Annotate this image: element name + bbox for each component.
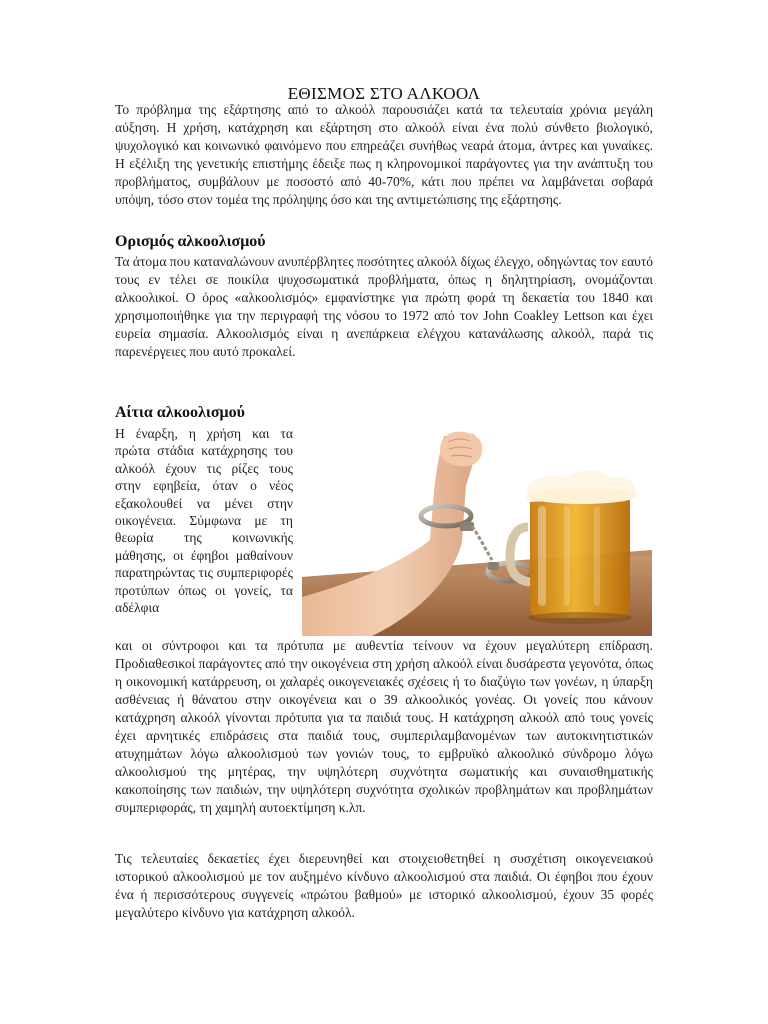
causes-paragraph-continued: και οι σύντροφοι και τα πρότυπα με αυθεντία τείνουν να έχουν μεγαλύτερη επίδραση. Προδιαθεσικοί παράγοντες από την οικογένεια στη χρήση αλκοόλ είναι δυσάρεστα γεγονότα, όπως η οικονομική κατάρρευση, οι χαλαρές οικογενειακές σχέσεις ή το διαζύγιο των γονέων, η ύπαρξη ασθένειας ή θάνατου στην οικογένεια και ο 39 αλκοολικός γονέας. Οι γονείς που κάνουν κατάχρηση αλκοόλ γίνονται πρότυπα για τα παιδιά τους. Η κατάχρηση αλκοόλ από τους γονείς έχει αρνητικές επιδράσεις στα παιδιά τους, συμπεριλαμβανομένων των αυτοκινητιστικών ατυχημάτων λόγω αλκοολισμού των γονιών τους, το εμβρυϊκό αλκοολικό σύνδρομο λόγω αλκοολισμού της μητέρας, την υψηλότερη συχνότητα σωματικής και συναισθηματικής κακοποίησης των παιδιών, την υψηλότερη συχνότητα σχολικών προβλημάτων και προβλημάτων συμπεριφοράς, τη χαμηλή αυτοεκτίμηση κ.λπ. <box>115 638 653 815</box>
document-title: ΕΘΙΣΜΟΣ ΣΤΟ ΑΛΚΟΟΛ <box>287 84 481 103</box>
section-heading-causes: Αίτια αλκοολισμού <box>115 404 245 421</box>
causes-paragraph-beside-image: Η έναρξη, η χρήση και τα πρώτα στάδια κατάχρησης του αλκοόλ έχουν τις ρίζες τους στην εφηβεία, όταν ο νέος εξακολουθεί να μένει στην οικογένεια. Σύμφωνα με τη θεωρία της κοινωνικής μάθησης, οι έφηβοι μαθαίνουν παρατηρώντας τις συμπεριφορές προτύπων όπως οι γονείς, τα αδέλφια <box>115 426 293 616</box>
arm-handcuffed-to-beer-mug-photo <box>302 422 652 636</box>
intro-paragraph: Το πρόβλημα της εξάρτησης από το αλκοόλ παρουσιάζει κατά τα τελευταία χρόνια μεγάλη αύξηση. Η χρήση, κατάχρηση και εξάρτηση στο αλκοόλ είναι ένα πολύ σύνθετο βιολογικό, ψυχολογικό και κοινωνικό φαινόμενο που επηρεάζει συνήθως νεαρά άτομα, άντρες και γυναίκες. Η εξέλιξη της γενετικής επιστήμης έδειξε πως η κληρονομικοί παράγοντες για την ανάπτυξη του προβλήματος, συμβάλουν με ποσοστό από 40-70%, κάτι που πρέπει να λαμβάνεται σοβαρά υπόψη, τόσο στον τομέα της πρόληψης όσο και της αντιμετώπισης της εξάρτησης. <box>115 102 653 207</box>
definition-paragraph: Τα άτομα που καταναλώνουν ανυπέρβλητες ποσότητες αλκοόλ δίχως έλεγχο, οδηγώντας τον εαυτό τους εν τέλει σε ποικίλα ψυχοσωματικά προβλήματα, όπως η δηλητηρίαση, ονομάζονται αλκοολικοί. Ο όρος «αλκοολισμός» εμφανίστηκε για πρώτη φορά τη δεκαετία του 1840 και χρησιμοποιήθηκε για την περιγραφή της νόσου το 1972 από τον John Coakley Lettson και έχει ευρεία σημασία. Αλκοολισμός είναι η ανεπάρκεια ελέγχου κατανάλωσης αλκοόλ, παρά τις παρενέργειες που αυτό προκαλεί. <box>115 254 653 359</box>
section-heading-definition: Ορισμός αλκοολισμού <box>115 233 266 250</box>
causes-paragraph-family-history: Τις τελευταίες δεκαετίες έχει διερευνηθεί και στοιχειοθετηθεί η συσχέτιση οικογενειακού ιστορικού αλκοολισμού με τον αυξημένο κίνδυνο αλκοολισμού στα παιδιά. Οι έφηβοι που έχουν ένα ή περισσότερους συγγενείς «πρώτου βαθμού» με ιστορικό αλκοολισμού, έχουν 35 φορές μεγαλύτερο κίνδυνο για κατάχρηση αλκοόλ. <box>115 851 653 920</box>
